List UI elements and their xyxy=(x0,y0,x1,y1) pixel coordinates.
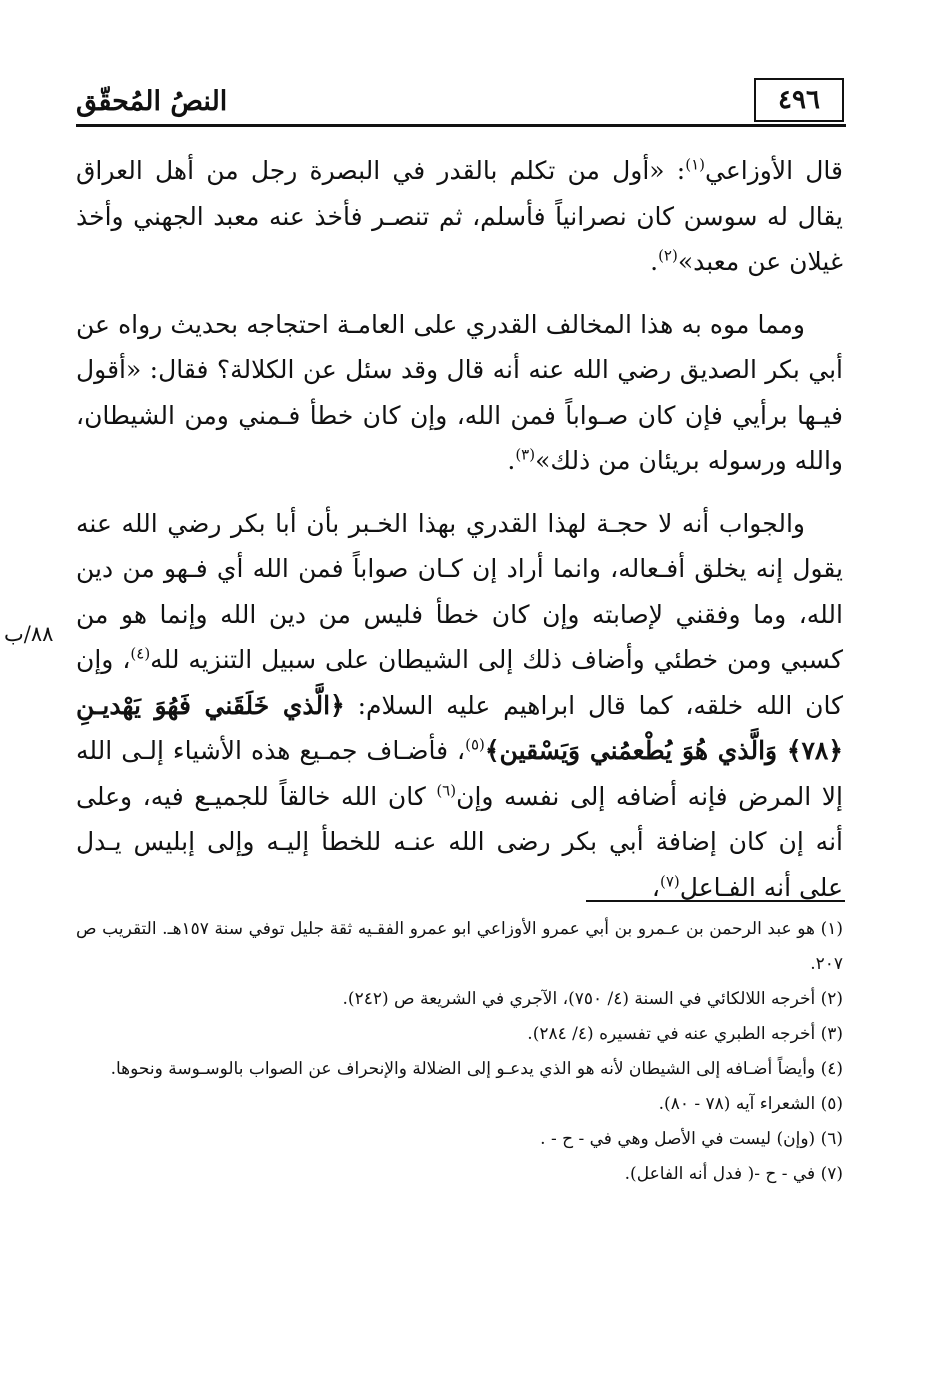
footnote-ref: (٥) xyxy=(465,735,485,754)
footnote: (٢) أخرجه اللالكائي في السنة (٤/ ٧٥٠)، الآجري في الشريعة ص (٢٤٢). xyxy=(342,989,843,1009)
text-run: كان الله خالقاً للجميـع فيه، وعلى أنه إن كان إضافة أبي بكر رضى الله عنـه للخطأ إليـه وإلى إبليس يـدل على أنه الفـاعل xyxy=(76,781,843,902)
manuscript-folio-note: ٨٨/ب xyxy=(4,622,54,646)
paragraph xyxy=(76,148,843,285)
footnote-ref: (٣) xyxy=(515,445,536,464)
text-run: . xyxy=(650,247,659,276)
quran-quote: ﴿الَّذي خَلَقَني فَهُوَ يَهْديـنِ ﴿٧٨﴾ وَالَّذي هُوَ يُطْعمُني وَيَسْقين﴾ xyxy=(76,690,843,765)
text-run: ، وإن كان الله خلقه، كما قال ابراهيم عليه السلام: xyxy=(76,645,843,720)
text-run: ومما موه به هذا المخالف القدري على العامـة احتجاجه بحديث رواه عن أبي بكر الصديق رضي الله عنه أنه قال وقد سئل عن الكلالة؟ فقال: «أقول فيـها برأيي فإن كان صـواباً فمن الله، وإن كان خطأ فـمني ومن الشيطان، والله ورسوله بريئان من ذلك» xyxy=(76,309,843,475)
footnote-separator xyxy=(586,900,845,902)
page-header xyxy=(76,78,846,130)
text-run: والجواب أنه لا حجـة لهذا القدري بهذا الخـبر بأن أبا بكر رضي الله عنه يقول إنه يخلق أفـعاله، وانما أراد إن كـان صواباً فمن الله أي فـهو من دين الله، وما وفقني لإصابته وإن كان خطأ فليس من دين الله وإنما هو من كسبي ومن خطئي وأضاف ذلك إلى الشيطان على سبيل التنزيه لله xyxy=(76,508,843,674)
header-rule xyxy=(76,124,846,127)
main-text xyxy=(76,148,843,927)
text-run: : «أول من تكلم بالقدر في البصرة رجل من أهل العراق يقال له سوسن كان نصرانياً فأسلم، ثم تنصـر فأخذ عنه معبد الجهني وأخذ غيلان عن معبد» xyxy=(76,156,843,276)
footnote: (٣) أخرجه الطبري عنه في تفسيره (٤/ ٢٨٤). xyxy=(527,1024,843,1044)
footnote-ref: (٧) xyxy=(659,872,680,891)
text-run: قال الأوزاعي xyxy=(705,156,843,185)
footnote: (١) هو عبد الرحمن بن عـمرو بن أبي عمرو الأوزاعي ابو عمرو الفقـيه ثقة جليل توفي سنة ١٥٧هـ. التقريب ص ٢٠٧. xyxy=(76,919,843,974)
footnote: (٥) الشعراء آيه (٧٨ - ٨٠). xyxy=(658,1094,843,1114)
paragraph xyxy=(76,501,843,911)
text-run: . xyxy=(507,446,516,475)
page-number: ٤٩٦ xyxy=(754,78,844,122)
footnote-ref: (٢) xyxy=(658,246,678,265)
footnotes xyxy=(76,912,843,1192)
text-run: ، xyxy=(651,872,660,902)
footnote: (٤) وأيضاً أضـافه إلى الشيطان لأنه هو الذي يدعـو إلى الضلالة والإنحراف عن الصواب بالوسـوسة ونحوها. xyxy=(110,1059,843,1079)
footnote-ref: (١) xyxy=(685,155,705,174)
footnote-ref: (٤) xyxy=(130,644,151,663)
running-title: النصُ المُحقّق xyxy=(76,86,228,117)
text-run: ، فأضـاف جمـيع هذه الأشياء إلـى الله إلا المرض فإنه أضافه إلى نفسه وإن xyxy=(76,736,843,811)
footnote-ref: (٦) xyxy=(436,781,457,800)
footnote: (٧) في - ح -( فدل أنه الفاعل). xyxy=(624,1164,843,1184)
footnote: (٦) (وإن) ليست في الأصل وهي في - ح - . xyxy=(540,1129,843,1149)
paragraph xyxy=(76,302,843,484)
